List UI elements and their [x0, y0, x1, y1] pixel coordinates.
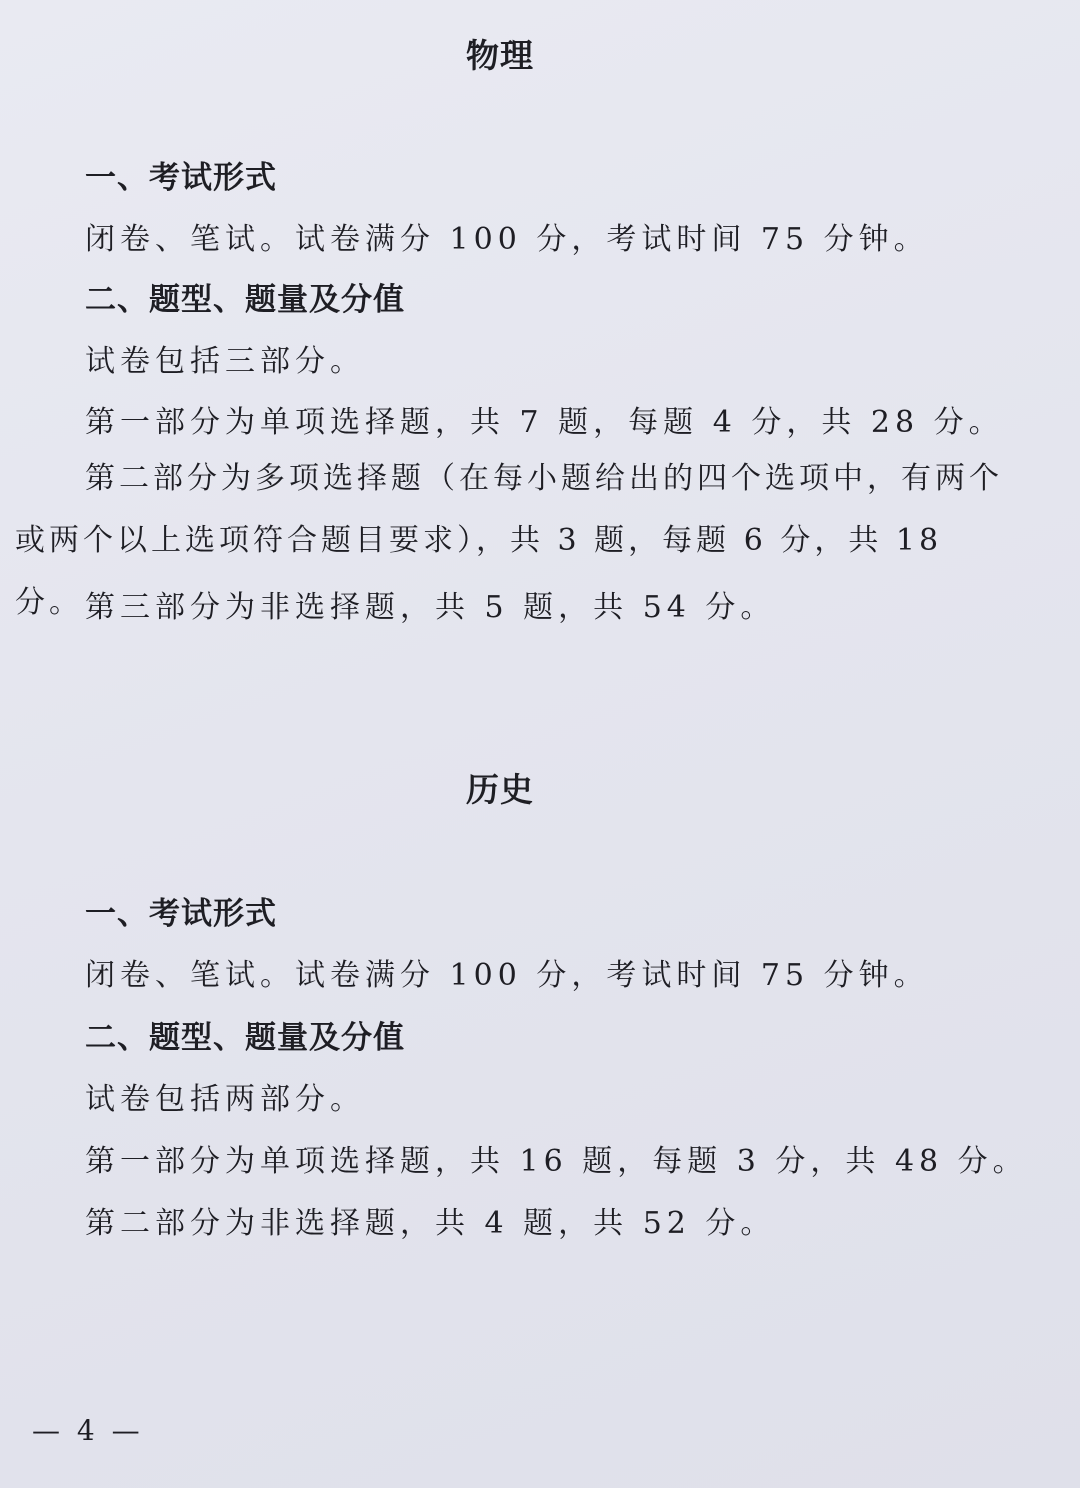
- history-heading-question-types: 二、题型、题量及分值: [85, 1020, 405, 1056]
- history-heading-exam-form: 一、考试形式: [85, 896, 277, 932]
- physics-part2-text: 第二部分为多项选择题（在每小题给出的四个选项中，有两个或两个以上选项符合题目要求），共 3 题，每题 6 分，共 18 分。: [15, 461, 1003, 620]
- physics-part1-text: 第一部分为单项选择题，共 7 题，每题 4 分，共 28 分。: [85, 405, 1004, 440]
- history-part1-text: 第一部分为单项选择题，共 16 题，每题 3 分，共 48 分。: [85, 1144, 1028, 1179]
- history-title: 历史: [466, 770, 534, 809]
- physics-exam-form-text: 闭卷、笔试。试卷满分 100 分，考试时间 75 分钟。: [85, 222, 929, 257]
- physics-part3-text: 第三部分为非选择题，共 5 题，共 54 分。: [85, 590, 776, 625]
- physics-heading-exam-form: 一、考试形式: [85, 160, 277, 196]
- page-number: — 4 —: [32, 1414, 144, 1447]
- history-intro-text: 试卷包括两部分。: [85, 1082, 365, 1117]
- physics-intro-text: 试卷包括三部分。: [85, 344, 365, 379]
- physics-title: 物理: [466, 36, 534, 75]
- history-part2-text: 第二部分为非选择题，共 4 题，共 52 分。: [85, 1206, 776, 1241]
- physics-heading-question-types: 二、题型、题量及分值: [85, 282, 405, 318]
- history-exam-form-text: 闭卷、笔试。试卷满分 100 分，考试时间 75 分钟。: [85, 958, 929, 993]
